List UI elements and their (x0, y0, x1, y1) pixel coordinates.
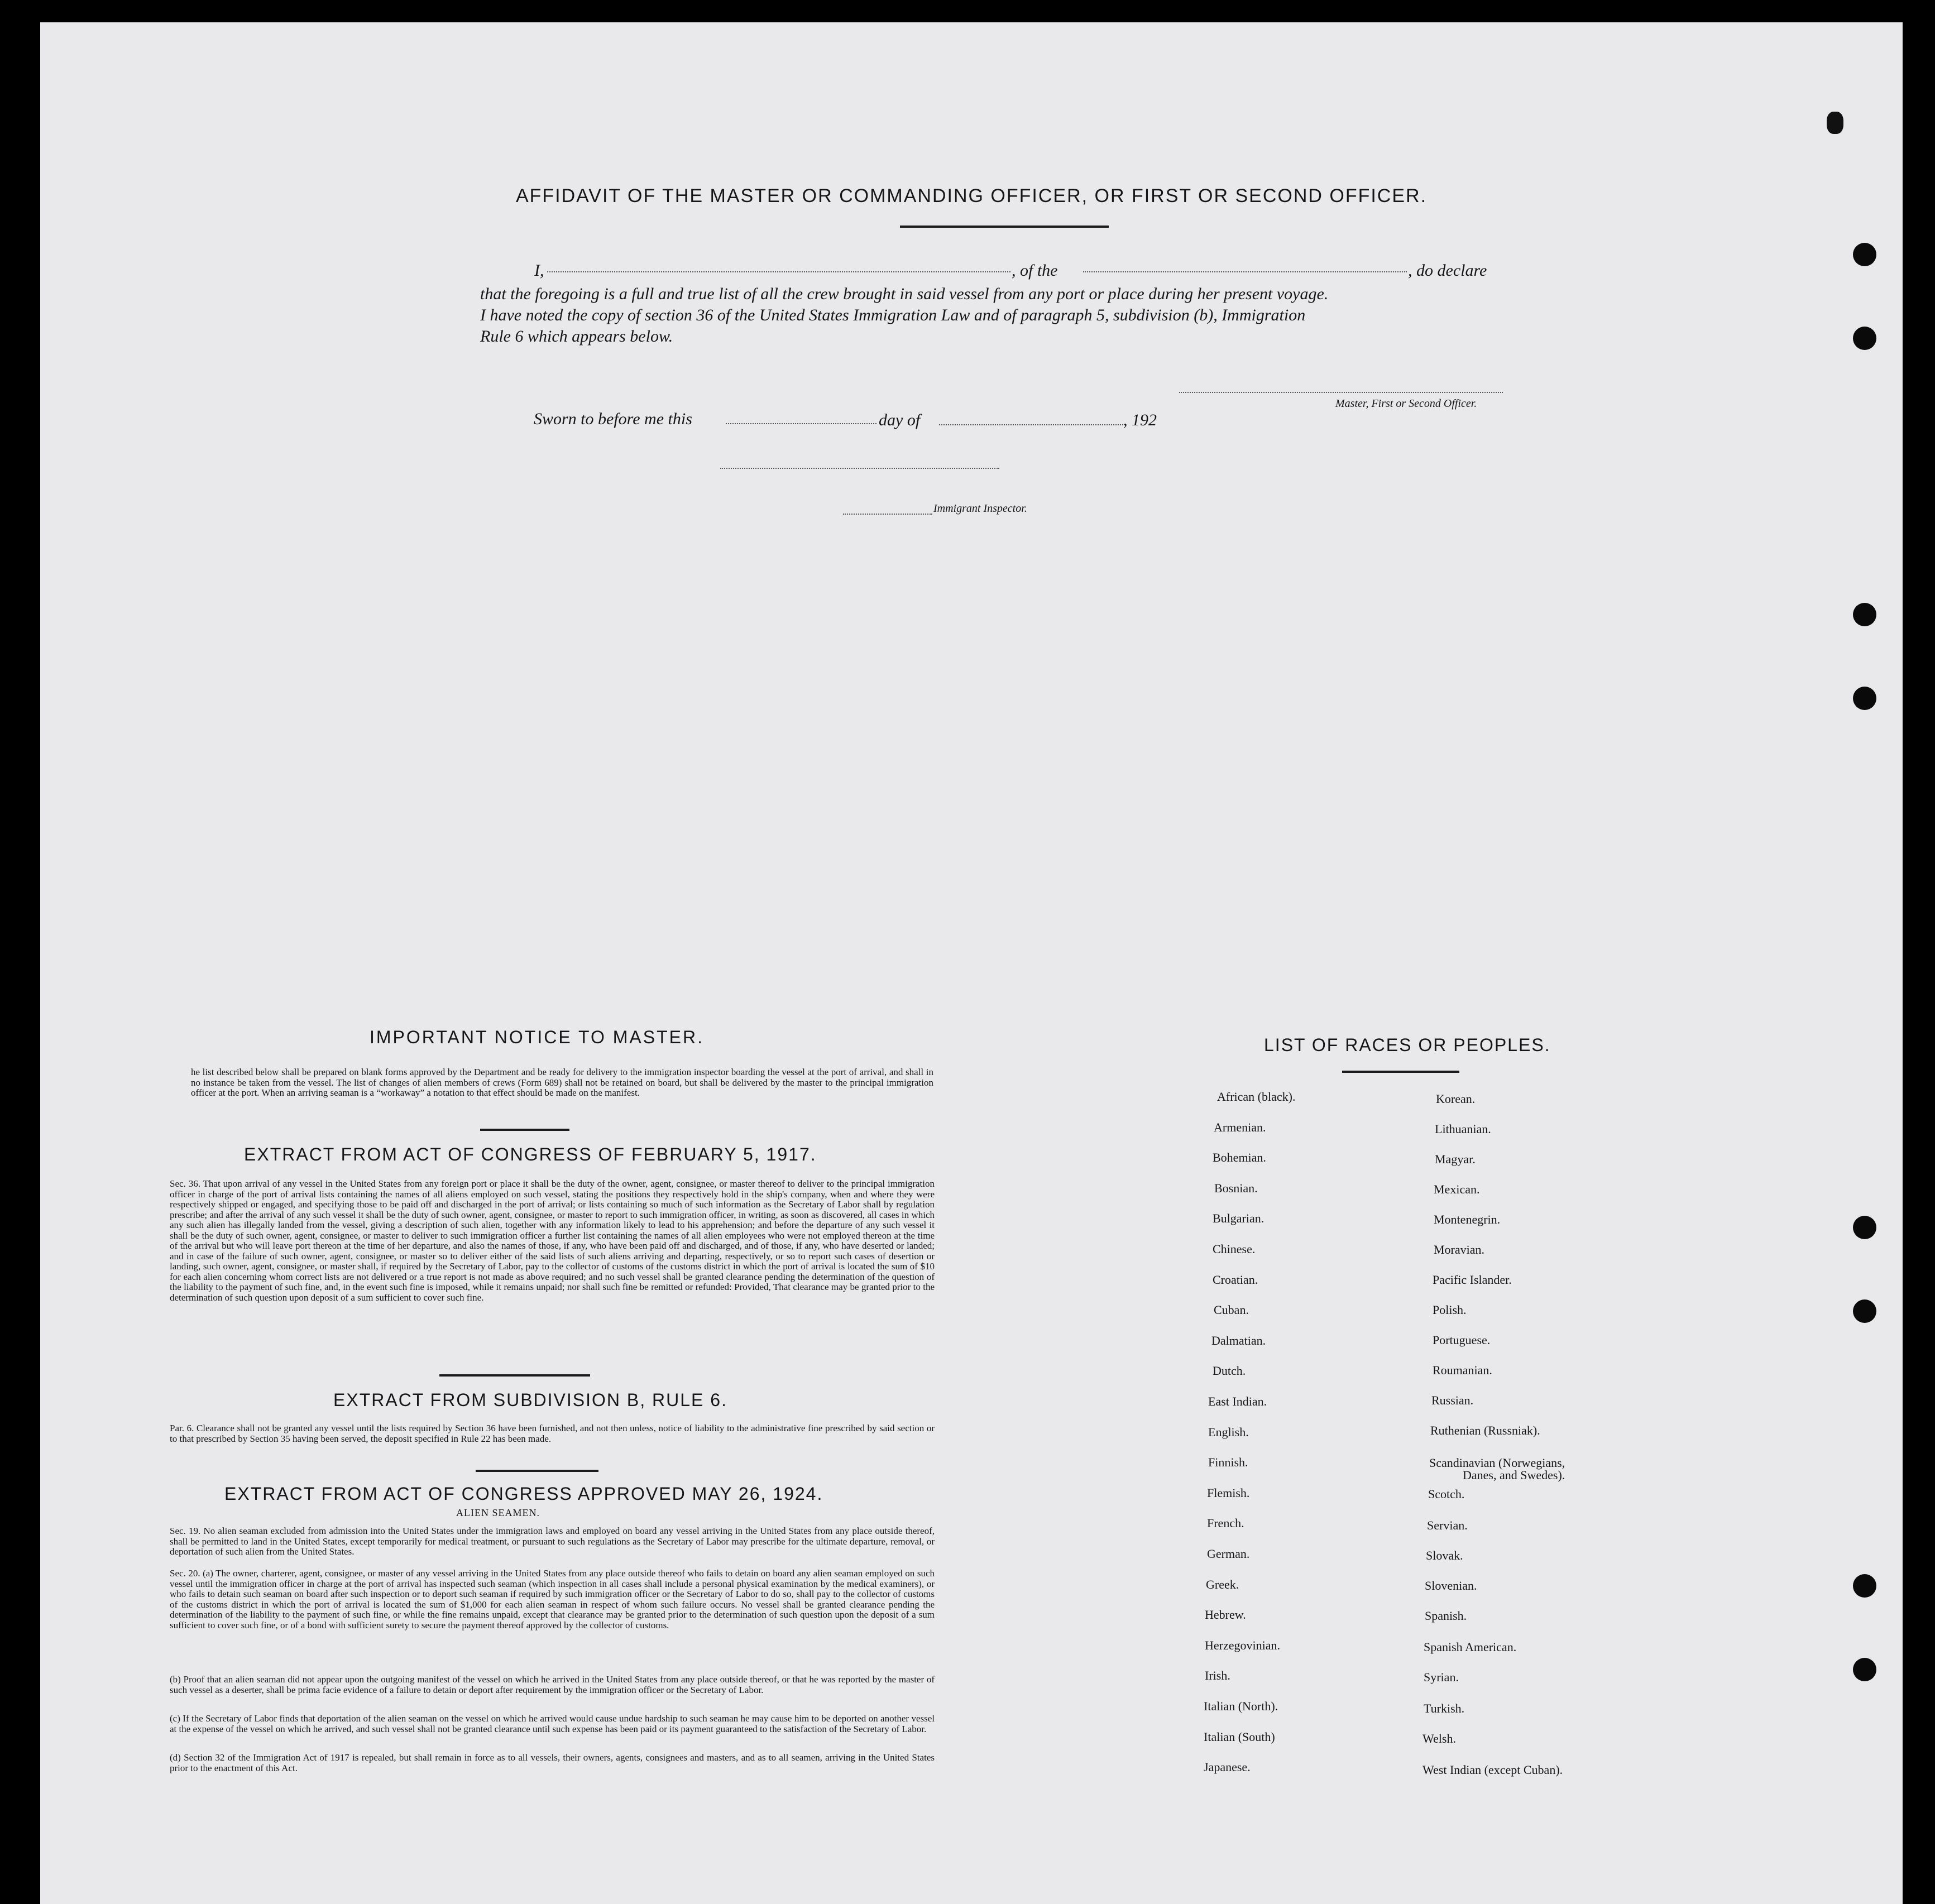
race-item: Roumanian. (1433, 1363, 1492, 1377)
race-item: Scotch. (1428, 1487, 1465, 1501)
notice-title: IMPORTANT NOTICE TO MASTER. (370, 1027, 704, 1047)
punch-hole (1853, 1299, 1876, 1323)
extract-rule6-body: Par. 6. Clearance shall not be granted any vessel until the lists required by Section 36 have been furnished, and not then unless, notice of liability to the administrative fine prescribed by said section or to that prescribed by Section 35 having been served, the deposit specified in Rule 22 has been made. (170, 1423, 935, 1444)
race-item: Slovenian. (1425, 1579, 1477, 1593)
month-blank[interactable] (939, 424, 1123, 425)
race-item: Flemish. (1207, 1485, 1250, 1500)
affidavit-title: AFFIDAVIT OF THE MASTER OR COMMANDING OFFICER, OR FIRST OR SECOND OFFICER. (515, 185, 1428, 207)
extract-1924-subtitle: ALIEN SEAMEN. (456, 1507, 540, 1518)
master-label: Master, First or Second Officer. (1335, 397, 1477, 410)
race-item: Danes, and Swedes). (1463, 1468, 1565, 1482)
race-item: Bohemian. (1213, 1150, 1266, 1165)
race-item: Turkish. (1424, 1701, 1465, 1715)
race-item: Spanish American. (1424, 1640, 1517, 1654)
of-the-label: , of the (1012, 261, 1058, 280)
race-item: Welsh. (1422, 1732, 1456, 1745)
inspector-signature-line[interactable] (720, 468, 999, 469)
race-item: Lithuanian. (1435, 1122, 1491, 1136)
race-item: East Indian. (1208, 1394, 1267, 1408)
race-item: West Indian (except Cuban). (1422, 1763, 1563, 1777)
race-item: French. (1207, 1516, 1244, 1531)
sec-20a-text: Sec. 20. (a) The owner, charterer, agent, consignee, or master of any vessel arriving in the United States from any place outside thereof who fails to detain on board any alien seaman employed on such vessel until the immigration officer in charge at the port of arrival has inspected such seaman (which inspection in all cases shall include a personal physical examination by the medical examiners), or who fails to detain such seaman on board after such inspection or to deport such seaman if required by such immigration officer or the Secretary of Labor to do so, shall pay to the collector of customs of the customs district in which the port of arrival is located the sum of $1,000 for each alien seaman in respect of whom such failure occurs. No vessel shall be granted clearance pending the determination of the liability to the payment of such fine, or while the fine remains unpaid, except that clearance may be granted prior to the determination of such question upon the deposit of a sum sufficient to cover such fine, or of a bond with sufficient surety to secure the payment thereof approved by the collector of customs. (170, 1568, 935, 1630)
race-item: Chinese. (1213, 1242, 1256, 1256)
inspector-name-blank[interactable] (843, 514, 932, 515)
do-declare-label: , do declare (1408, 261, 1487, 280)
race-item: English. (1208, 1425, 1249, 1439)
race-item: Slovak. (1426, 1548, 1463, 1562)
race-item: Greek. (1206, 1577, 1239, 1591)
affidavit-i-label: I, (534, 261, 544, 280)
race-item: Armenian. (1214, 1120, 1266, 1134)
race-item: Ruthenian (Russniak). (1430, 1423, 1540, 1437)
extract-1917-title: EXTRACT FROM ACT OF CONGRESS OF FEBRUARY 5, 1917. (244, 1144, 817, 1164)
race-item: Spanish. (1425, 1609, 1467, 1623)
affidavit-line-1: that the foregoing is a full and true list of all the crew brought in said vessel from any port or place during her present voyage. (480, 285, 1329, 303)
ink-mark (1827, 112, 1843, 134)
day-of-label: day of (879, 411, 921, 429)
race-item: Bulgarian. (1213, 1211, 1265, 1226)
race-item: Mexican. (1434, 1182, 1480, 1196)
day-blank[interactable] (726, 423, 877, 424)
punch-hole (1853, 1574, 1876, 1598)
race-item: Pacific Islander. (1433, 1273, 1512, 1287)
race-item: Scandinavian (Norwegians, (1429, 1456, 1565, 1470)
race-item: Japanese. (1204, 1760, 1251, 1774)
master-signature-line[interactable] (1179, 392, 1503, 393)
race-item: Dalmatian. (1211, 1333, 1266, 1347)
extract-1924-title: EXTRACT FROM ACT OF CONGRESS APPROVED MAY 26, 1924. (224, 1484, 823, 1504)
race-item: Syrian. (1424, 1670, 1459, 1684)
punch-hole (1853, 327, 1876, 350)
extract-1917-body: Sec. 36. That upon arrival of any vessel in the United States from any foreign port or place it shall be the duty of the owner, agent, consignee, or master thereof to deliver to the principal immigration officer in charge of the port of arrival lists containing the names of all aliens employed on such vessel, stating the positions they respectively hold in the ship's company, when and where they were respectively shipped or engaged, and specifying those to be paid off and discharged in the port of arrival; or lists containing so much of such information as the Secretary of Labor shall by regulation prescribe; and after the arrival of any such vessel it shall be the duty of such owner, agent, consignee, or master to report to such immigration officer, in writing, as soon as discovered, all cases in which any such alien has illegally landed from the vessel, giving a description of such alien, together with any information likely to lead to his apprehension; and before the departure of any such vessel it shall be the duty of such owner, agent, consignee, or master to deliver to such immigration officer a further list containing the names of all alien employees who were not employed thereon at the time of the arrival but who will leave port thereon at the time of her departure, and also the names of those, if any, who have been paid off and discharged, and of those, if any, who have deserted or landed; and in case of the failure of such owner, agent, consignee, or master so to deliver either of the said lists of such aliens arriving and departing, respectively, or so to report such cases of desertion or landing, such owner, agent, consignee, or master shall, if required by the Secretary of Labor, pay to the collector of customs of the customs district in which the port of arrival is located the sum of $10 for each alien concerning whom correct lists are not delivered or a true report is not made as above required; and no such vessel shall be granted clearance pending the determination of the question of the liability to the payment of such fine, and, in the event such fine is imposed, while it remains unpaid; nor shall such fine be remitted or refunded: Provided, That clearance may be granted prior to the determination of such question upon deposit of a sum sufficient to cover such fine. (170, 1178, 935, 1303)
race-item: Russian. (1431, 1393, 1474, 1407)
race-item: Italian (South) (1204, 1729, 1275, 1744)
race-item: Herzegovinian. (1205, 1638, 1280, 1652)
punch-hole (1853, 603, 1876, 626)
punch-hole (1853, 243, 1876, 266)
race-item: Montenegrin. (1434, 1212, 1501, 1226)
race-item: Hebrew. (1205, 1608, 1246, 1622)
race-item: Croatian. (1213, 1272, 1258, 1287)
race-item: Cuban. (1214, 1303, 1249, 1317)
sworn-label: Sworn to before me this (534, 410, 692, 428)
race-item: Servian. (1427, 1518, 1468, 1532)
inspector-label: Immigrant Inspector. (933, 502, 1027, 515)
punch-hole (1853, 1658, 1876, 1681)
divider (439, 1374, 590, 1377)
divider (476, 1470, 598, 1472)
race-item: Polish. (1433, 1303, 1467, 1317)
year-label: , 192 (1123, 411, 1157, 429)
affidavit-line-2: I have noted the copy of section 36 of the United States Immigration Law and of paragraph 5, subdivision (b), Immigration (480, 306, 1306, 324)
race-item: Irish. (1205, 1668, 1230, 1683)
divider (900, 226, 1109, 228)
sec-20b-text: (b) Proof that an alien seaman did not appear upon the outgoing manifest of the vessel on which he arrived in the United States from any place outside thereof, or that he was reported by the master of such vessel as a deserter, shall be prima facie evidence of a failure to detain or deport after requirement by the immigration officer or the Secretary of Labor. (170, 1674, 935, 1695)
sec-20c-text: (c) If the Secretary of Labor finds that deportation of the alien seaman on the vessel on which he arrived would cause undue hardship to such seaman he may cause him to be deported on another vessel at the expense of the vessel on which he arrived, and such vessel shall not be granted clearance until such expense has been paid or its payment guaranteed to the satisfaction of the Secretary of Labor. (170, 1713, 935, 1734)
sec-20d-text: (d) Section 32 of the Immigration Act of 1917 is repealed, but shall remain in force as to all vessels, their owners, agents, consignees and masters, and as to all seamen, arriving in the United States prior to the enactment of this Act. (170, 1752, 935, 1773)
document-page (40, 22, 1903, 1904)
race-item: African (black). (1217, 1090, 1296, 1104)
divider (1342, 1071, 1459, 1073)
race-item: Moravian. (1434, 1243, 1485, 1256)
punch-hole (1853, 1216, 1876, 1239)
divider (480, 1129, 569, 1131)
affidavit-line-3: Rule 6 which appears below. (480, 327, 673, 346)
race-item: Magyar. (1435, 1152, 1476, 1166)
race-item: Portuguese. (1433, 1333, 1491, 1347)
punch-hole (1853, 687, 1876, 710)
races-title: LIST OF RACES OR PEOPLES. (1264, 1035, 1551, 1055)
race-item: Bosnian. (1214, 1181, 1258, 1195)
sec-19-text: Sec. 19. No alien seaman excluded from admission into the United States under the immigration laws and employed on board any vessel arriving in the United States from any place outside thereof, shall be permitted to land in the United States, except temporarily for medical treatment, or pursuant to such regulations as the Secretary of Labor may prescribe for the ultimate departure, removal, or deportation of such alien from the United States. (170, 1526, 935, 1557)
name-blank[interactable] (547, 271, 1010, 272)
notice-body: he list described below shall be prepared on blank forms approved by the Department and be ready for delivery to the immigration inspector boarding the vessel at the port of arrival, and shall in no instance be taken from the vessel. The list of changes of alien members of crews (Form 689) shall not be retained on board, but shall be delivered by the master to the principal immigration officer at the port. When an arriving seaman is a “workaway” a notation to that effect should be made on the manifest. (191, 1067, 933, 1098)
race-item: Italian (North). (1204, 1699, 1278, 1713)
vessel-blank[interactable] (1083, 271, 1407, 272)
race-item: German. (1207, 1547, 1250, 1561)
extract-rule6-title: EXTRACT FROM SUBDIVISION B, RULE 6. (333, 1390, 727, 1410)
race-item: Dutch. (1213, 1364, 1246, 1378)
race-item: Korean. (1436, 1092, 1476, 1106)
race-item: Finnish. (1208, 1455, 1248, 1470)
